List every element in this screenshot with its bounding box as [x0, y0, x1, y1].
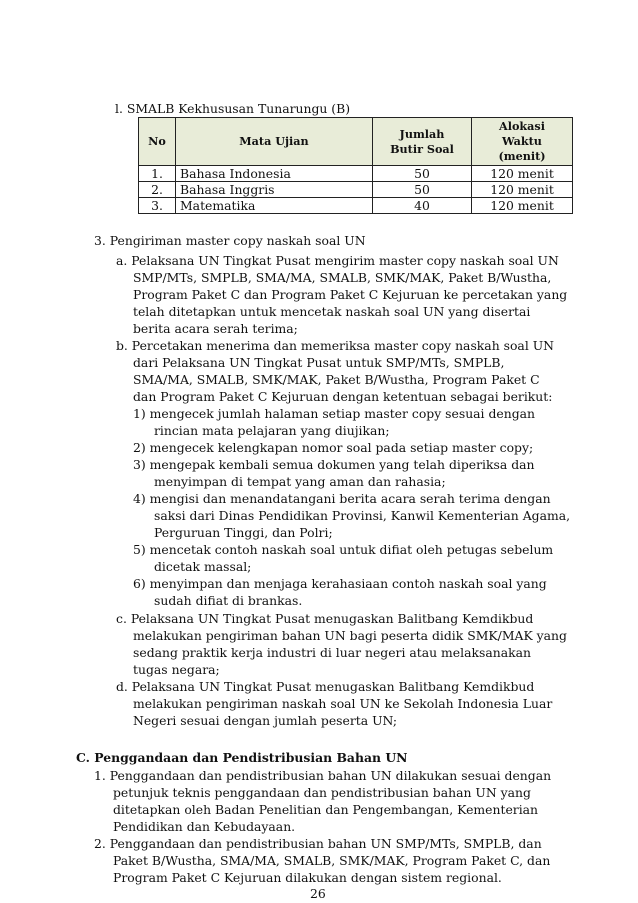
- c-item-1-line: ditetapkan oleh Badan Penelitian dan Pengembangan, Kementerian: [113, 802, 539, 817]
- cell-no: 1.: [139, 166, 176, 182]
- cell-no: 2.: [139, 182, 176, 198]
- item-b-line: dan Program Paket C Kejuruan dengan ketentuan sebagai berikut:: [133, 389, 553, 404]
- sub-item-2: 2) mengecek kelengkapan nomor soal pada setiap master copy;: [133, 440, 534, 455]
- sub-item-4-cont: saksi dari Dinas Pendidikan Provinsi, Kanwil Kementerian Agama,: [154, 508, 571, 523]
- section-3-heading: 3. Pengiriman master copy naskah soal UN: [94, 233, 366, 248]
- cell-count: 50: [373, 166, 472, 182]
- cell-no: 3.: [139, 198, 176, 214]
- exam-table: [138, 117, 573, 214]
- cell-subject: Matematika: [176, 198, 373, 214]
- c-item-1-line: petunjuk teknis penggandaan dan pendistribusian bahan UN yang: [113, 785, 531, 800]
- cell-time: 120 menit: [472, 166, 573, 182]
- item-a-line: berita acara serah terima;: [133, 321, 298, 336]
- cell-count: 50: [373, 182, 472, 198]
- cell-subject: Bahasa Indonesia: [176, 166, 373, 182]
- cell-time: 120 menit: [472, 198, 573, 214]
- sub-item-6-cont: sudah difiat di brankas.: [154, 593, 303, 608]
- sub-item-1-cont: rincian mata pelajaran yang diujikan;: [154, 423, 390, 438]
- c-item-2-line: 2. Penggandaan dan pendistribusian bahan UN SMP/MTs, SMPLB, dan: [94, 836, 542, 851]
- item-c-line: tugas negara;: [133, 662, 220, 677]
- item-c-line: melakukan pengiriman bahan UN bagi peserta didik SMK/MAK yang: [133, 628, 567, 643]
- sub-item-5: 5) mencetak contoh naskah soal untuk difiat oleh petugas sebelum: [133, 542, 554, 557]
- item-b-line: dari Pelaksana UN Tingkat Pusat untuk SMP/MTs, SMPLB,: [133, 355, 505, 370]
- item-a-line: a. Pelaksana UN Tingkat Pusat mengirim master copy naskah soal UN: [116, 253, 559, 268]
- table-header-row: [139, 118, 573, 166]
- sub-item-3-cont: menyimpan di tempat yang aman dan rahasia;: [154, 474, 446, 489]
- header-alokasi: Alokasi Waktu (menit): [472, 118, 573, 166]
- item-c-line: sedang praktik kerja industri di luar negeri atau melaksanakan: [133, 645, 531, 660]
- c-item-2-line: Paket B/Wustha, SMA/MA, SMALB, SMK/MAK, Program Paket C, dan: [113, 853, 551, 868]
- item-d-line: Negeri sesuai dengan jumlah peserta UN;: [133, 713, 398, 728]
- table-row: [139, 198, 573, 214]
- item-a-line: SMP/MTs, SMPLB, SMA/MA, SMALB, SMK/MAK, Paket B/Wustha,: [133, 270, 552, 285]
- table-title: l. SMALB Kekhususan Tunarungu (B): [115, 101, 351, 116]
- c-item-2-line: Program Paket C Kejuruan dilakukan dengan sistem regional.: [113, 870, 502, 885]
- item-c-line: c. Pelaksana UN Tingkat Pusat menugaskan Balitbang Kemdikbud: [116, 611, 534, 626]
- c-item-1-line: Pendidikan dan Kebudayaan.: [113, 819, 296, 834]
- item-d-line: d. Pelaksana UN Tingkat Pusat menugaskan Balitbang Kemdikbud: [116, 679, 535, 694]
- item-b-line: b. Percetakan menerima dan memeriksa master copy naskah soal UN: [116, 338, 555, 353]
- table-row: [139, 182, 573, 198]
- sub-item-4-cont: Perguruan Tinggi, dan Polri;: [154, 525, 333, 540]
- sub-item-4: 4) mengisi dan menandatangani berita acara serah terima dengan: [133, 491, 551, 506]
- header-mata-ujian: Mata Ujian: [176, 118, 373, 166]
- sub-item-3: 3) mengepak kembali semua dokumen yang telah diperiksa dan: [133, 457, 535, 472]
- item-d-line: melakukan pengiriman naskah soal UN ke Sekolah Indonesia Luar: [133, 696, 553, 711]
- section-c-heading: C. Penggandaan dan Pendistribusian Bahan UN: [76, 750, 408, 765]
- item-a-line: telah ditetapkan untuk mencetak naskah soal UN yang disertai: [133, 304, 531, 319]
- sub-item-6: 6) menyimpan dan menjaga kerahasiaan contoh naskah soal yang: [133, 576, 547, 591]
- item-a-line: Program Paket C dan Program Paket C Kejuruan ke percetakan yang: [133, 287, 568, 302]
- sub-item-5-cont: dicetak massal;: [154, 559, 252, 574]
- cell-time: 120 menit: [472, 182, 573, 198]
- cell-count: 40: [373, 198, 472, 214]
- table-row: [139, 166, 573, 182]
- header-no: No: [139, 118, 176, 166]
- header-jumlah: Jumlah Butir Soal: [373, 118, 472, 166]
- page-number: 26: [310, 886, 326, 901]
- sub-item-1: 1) mengecek jumlah halaman setiap master copy sesuai dengan: [133, 406, 536, 421]
- cell-subject: Bahasa Inggris: [176, 182, 373, 198]
- c-item-1-line: 1. Penggandaan dan pendistribusian bahan UN dilakukan sesuai dengan: [94, 768, 552, 783]
- item-b-line: SMA/MA, SMALB, SMK/MAK, Paket B/Wustha, Program Paket C: [133, 372, 540, 387]
